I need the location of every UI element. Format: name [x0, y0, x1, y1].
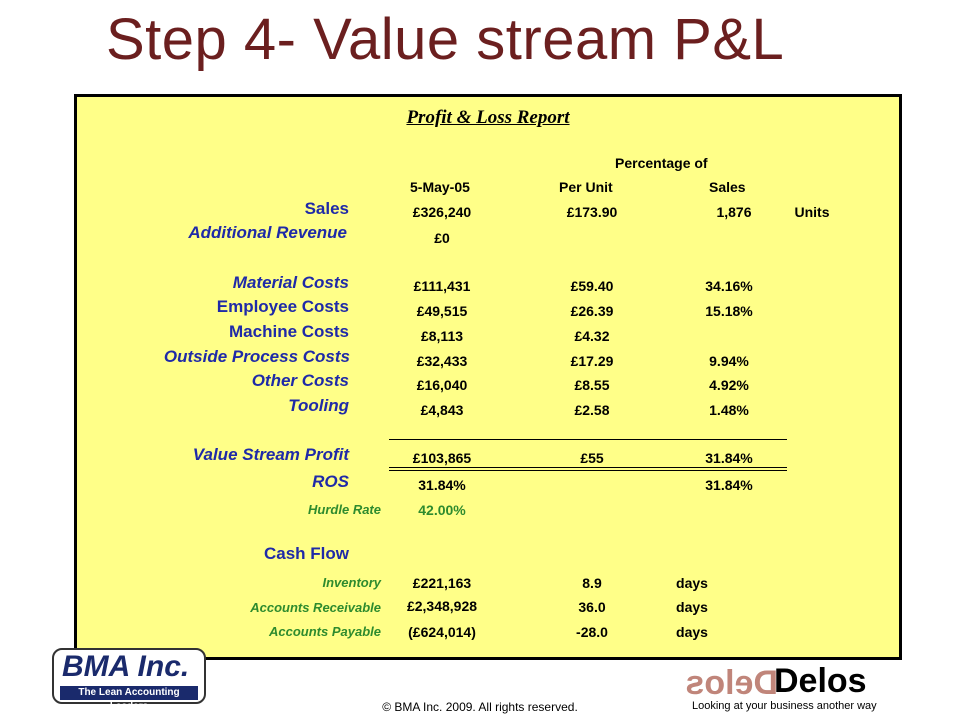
- total-rule-double-1: [389, 467, 787, 468]
- label-accounts-receivable: Accounts Receivable: [250, 600, 381, 615]
- label-sales: Sales: [304, 199, 349, 218]
- accounts-payable-days-unit: days: [676, 624, 708, 640]
- sales-units: 1,876: [716, 204, 752, 220]
- header-date: 5-May-05: [410, 179, 470, 195]
- total-rule-top: [389, 439, 787, 440]
- bma-logo-word: BMA Inc.: [62, 650, 190, 683]
- other-costs-per-unit: £8.55: [574, 377, 610, 393]
- other-costs-pct: 4.92%: [709, 377, 749, 393]
- report-title: Profit & Loss Report: [406, 107, 570, 128]
- sales-units-label: Units: [794, 204, 830, 220]
- inventory-days: 8.9: [582, 575, 602, 591]
- label-other-costs: Other Costs: [251, 371, 349, 390]
- profit-pct: 31.84%: [705, 450, 753, 466]
- header-percentage-line1: Percentage of: [615, 155, 708, 171]
- delos-logo-word: Delos: [774, 662, 867, 700]
- ros-value: 31.84%: [418, 477, 466, 493]
- bma-logo: [52, 648, 206, 712]
- other-costs-value: £16,040: [416, 377, 468, 393]
- hurdle-rate-value: 42.00%: [418, 502, 466, 518]
- label-additional-revenue: Additional Revenue: [188, 223, 347, 242]
- accounts-payable-days: -28.0: [576, 624, 608, 640]
- label-value-stream-profit: Value Stream Profit: [192, 445, 349, 464]
- employee-costs-per-unit: £26.39: [570, 303, 614, 319]
- label-hurdle-rate: Hurdle Rate: [308, 502, 381, 517]
- total-rule-double-2: [389, 470, 787, 471]
- inventory-days-unit: days: [676, 575, 708, 591]
- ros-pct: 31.84%: [705, 477, 753, 493]
- material-costs-pct: 34.16%: [705, 278, 753, 294]
- delos-tagline: Looking at your business another way: [692, 700, 877, 712]
- inventory-value: £221,163: [412, 575, 472, 591]
- label-ros: ROS: [312, 472, 349, 491]
- accounts-receivable-days-unit: days: [676, 599, 708, 615]
- label-employee-costs: Employee Costs: [216, 297, 349, 316]
- label-outside-process-costs: Outside Process Costs: [163, 347, 350, 366]
- label-inventory: Inventory: [322, 575, 381, 590]
- employee-costs-pct: 15.18%: [705, 303, 753, 319]
- accounts-receivable-value: £2,348,928: [406, 598, 478, 614]
- delos-mirror-mark: [685, 664, 778, 704]
- label-cash-flow: Cash Flow: [263, 544, 349, 563]
- header-percentage-line2: Sales: [709, 179, 746, 195]
- profit-per-unit: £55: [580, 450, 604, 466]
- profit-value: £103,865: [412, 450, 472, 466]
- label-machine-costs: Machine Costs: [229, 322, 349, 341]
- copyright-text: © BMA Inc. 2009. All rights reserved.: [382, 700, 578, 714]
- tooling-pct: 1.48%: [709, 402, 749, 418]
- machine-costs-value: £8,113: [420, 328, 464, 344]
- delos-logo: [685, 662, 888, 714]
- label-accounts-payable: Accounts Payable: [269, 624, 381, 639]
- label-material-costs: Material Costs: [232, 273, 349, 292]
- bma-logo-tagline: The Lean Accounting Leaders: [60, 686, 198, 700]
- sales-value: £326,240: [412, 204, 472, 220]
- tooling-per-unit: £2.58: [574, 402, 610, 418]
- material-costs-per-unit: £59.40: [570, 278, 614, 294]
- pl-report-panel: [74, 94, 902, 660]
- outside-process-costs-value: £32,433: [416, 353, 468, 369]
- header-per-unit: Per Unit: [559, 179, 613, 195]
- machine-costs-per-unit: £4.32: [574, 328, 610, 344]
- accounts-payable-value: (£624,014): [408, 624, 476, 640]
- material-costs-value: £111,431: [413, 278, 471, 294]
- outside-process-costs-pct: 9.94%: [709, 353, 749, 369]
- outside-process-costs-per-unit: £17.29: [570, 353, 614, 369]
- sales-per-unit: £173.90: [566, 204, 618, 220]
- tooling-value: £4,843: [420, 402, 464, 418]
- label-tooling: Tooling: [288, 396, 349, 415]
- accounts-receivable-days: 36.0: [578, 599, 606, 615]
- employee-costs-value: £49,515: [416, 303, 468, 319]
- delos-mirror-word: Delos: [685, 664, 778, 702]
- additional-revenue-value: £0: [434, 230, 450, 246]
- slide-title: Step 4- Value stream P&L: [106, 7, 785, 72]
